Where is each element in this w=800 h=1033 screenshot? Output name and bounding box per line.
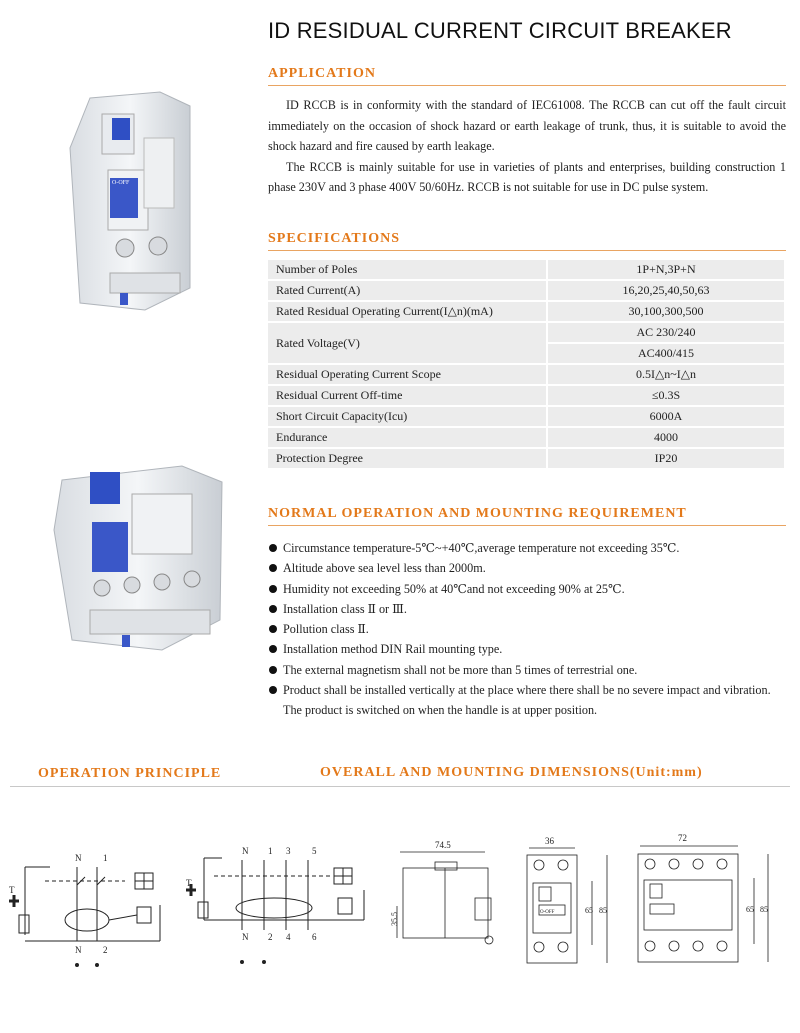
rccb-2pole-image bbox=[50, 88, 210, 318]
spec-value: 4000 bbox=[547, 427, 784, 448]
spec-label: Rated Current(A) bbox=[268, 280, 547, 301]
application-heading: APPLICATION bbox=[268, 66, 376, 81]
front-view-2pole bbox=[517, 835, 617, 975]
table-row bbox=[268, 406, 784, 427]
spec-label: Protection Degree bbox=[268, 448, 547, 469]
spec-label: Residual Current Off-time bbox=[268, 385, 547, 406]
dimension-label: 35.5 bbox=[390, 912, 399, 926]
diagram-label: N bbox=[242, 846, 249, 856]
list-item: Pollution class Ⅱ. bbox=[268, 619, 788, 639]
dimension-label: 74.5 bbox=[435, 840, 451, 850]
dimension-label: 72 bbox=[678, 833, 687, 843]
spec-value: 16,20,25,40,50,63 bbox=[547, 280, 784, 301]
spec-value: ≤0.3S bbox=[547, 385, 784, 406]
spec-value: IP20 bbox=[547, 448, 784, 469]
dimension-label: 65 bbox=[746, 905, 754, 914]
application-text bbox=[268, 95, 786, 198]
principle-diagram-2pole bbox=[5, 845, 170, 975]
dimension-label: 36 bbox=[545, 836, 554, 846]
list-item: Installation method DIN Rail mounting type. bbox=[268, 639, 788, 659]
diagram-label: 5 bbox=[312, 846, 317, 856]
dimension-label: 85 bbox=[599, 906, 607, 915]
diagram-label: 4 bbox=[286, 932, 291, 942]
spec-label: Endurance bbox=[268, 427, 547, 448]
spec-value: 0.5I△n~I△n bbox=[547, 364, 784, 385]
spec-value: 1P+N,3P+N bbox=[547, 260, 784, 280]
application-rule bbox=[268, 85, 786, 86]
side-view-drawing bbox=[385, 838, 505, 973]
table-row bbox=[268, 322, 784, 343]
spec-label: Rated Residual Operating Current(I△n)(mA) bbox=[268, 301, 547, 322]
front-view-4pole bbox=[628, 832, 778, 974]
diagram-label: 2 bbox=[103, 945, 108, 955]
diagram-label: 1 bbox=[268, 846, 273, 856]
list-item: The external magnetism shall not be more than 5 times of terrestrial one. bbox=[268, 660, 788, 680]
table-row bbox=[268, 385, 784, 406]
diagram-label: N bbox=[75, 945, 82, 955]
spec-value: 30,100,300,500 bbox=[547, 301, 784, 322]
application-paragraph: The RCCB is mainly suitable for use in varieties of plants and enterprises, building construction 1 phase 230V and 3 phase 400V 50/60Hz. RCCB is not suitable for use in DC pulse system. bbox=[268, 159, 786, 194]
spec-label: Short Circuit Capacity(Icu) bbox=[268, 406, 547, 427]
diagram-label: 2 bbox=[268, 932, 273, 942]
spec-value: AC 230/240 bbox=[547, 322, 784, 343]
bottom-rule bbox=[10, 786, 790, 787]
specifications-heading: SPECIFICATIONS bbox=[268, 231, 400, 246]
operation-principle-heading: OPERATION PRINCIPLE bbox=[38, 766, 222, 781]
diagram-label: 1 bbox=[103, 853, 108, 863]
spec-value: 6000A bbox=[547, 406, 784, 427]
application-paragraph: ID RCCB is in conformity with the standard of IEC61008. The RCCB can cut off the fault circuit immediately on the occasion of shock hazard or earth leakage of trunk, thus, it is suitable to avoid the shock hazard and fire caused by earth leakage. bbox=[268, 98, 786, 153]
operation-rule bbox=[268, 525, 786, 526]
table-row bbox=[268, 364, 784, 385]
diagram-label: N bbox=[242, 932, 249, 942]
list-item: Humidity not exceeding 50% at 40℃and not exceeding 90% at 25℃. bbox=[268, 579, 788, 599]
diagram-label: 6 bbox=[312, 932, 317, 942]
list-item: Circumstance temperature-5℃~+40℃,average temperature not exceeding 35℃. bbox=[268, 538, 788, 558]
page-title: ID RESIDUAL CURRENT CIRCUIT BREAKER bbox=[268, 18, 732, 43]
specifications-rule bbox=[268, 250, 786, 251]
spec-label: Residual Operating Current Scope bbox=[268, 364, 547, 385]
principle-diagram-4pole bbox=[182, 840, 372, 975]
dimensions-heading: OVERALL AND MOUNTING DIMENSIONS(Unit:mm) bbox=[320, 765, 703, 780]
list-item: Product shall be installed vertically at the place where there shall be no severe impact and vibration. The product is switched on when the handle is at upper position. bbox=[268, 680, 788, 721]
rccb-4pole-image bbox=[42, 460, 232, 655]
spec-label: Rated Voltage(V) bbox=[268, 322, 547, 364]
dimension-label: 85 bbox=[760, 905, 768, 914]
operation-heading: NORMAL OPERATION AND MOUNTING REQUIREMENT bbox=[268, 506, 687, 521]
list-item: Altitude above sea level less than 2000m. bbox=[268, 558, 788, 578]
spec-label: Number of Poles bbox=[268, 260, 547, 280]
table-row bbox=[268, 280, 784, 301]
svg-text:O-OFF: O-OFF bbox=[112, 180, 130, 186]
table-row bbox=[268, 427, 784, 448]
table-row bbox=[268, 260, 784, 280]
table-row bbox=[268, 448, 784, 469]
diagram-label: T bbox=[9, 885, 15, 895]
operation-list bbox=[268, 538, 788, 721]
list-item: Installation class Ⅱ or Ⅲ. bbox=[268, 599, 788, 619]
diagram-label: T bbox=[186, 878, 192, 888]
diagram-label: 3 bbox=[286, 846, 291, 856]
spec-value: AC400/415 bbox=[547, 343, 784, 364]
specifications-table bbox=[268, 260, 784, 470]
off-label: O-OFF bbox=[540, 910, 555, 915]
table-row bbox=[268, 301, 784, 322]
dimension-label: 65 bbox=[585, 906, 593, 915]
diagram-label: N bbox=[75, 853, 82, 863]
